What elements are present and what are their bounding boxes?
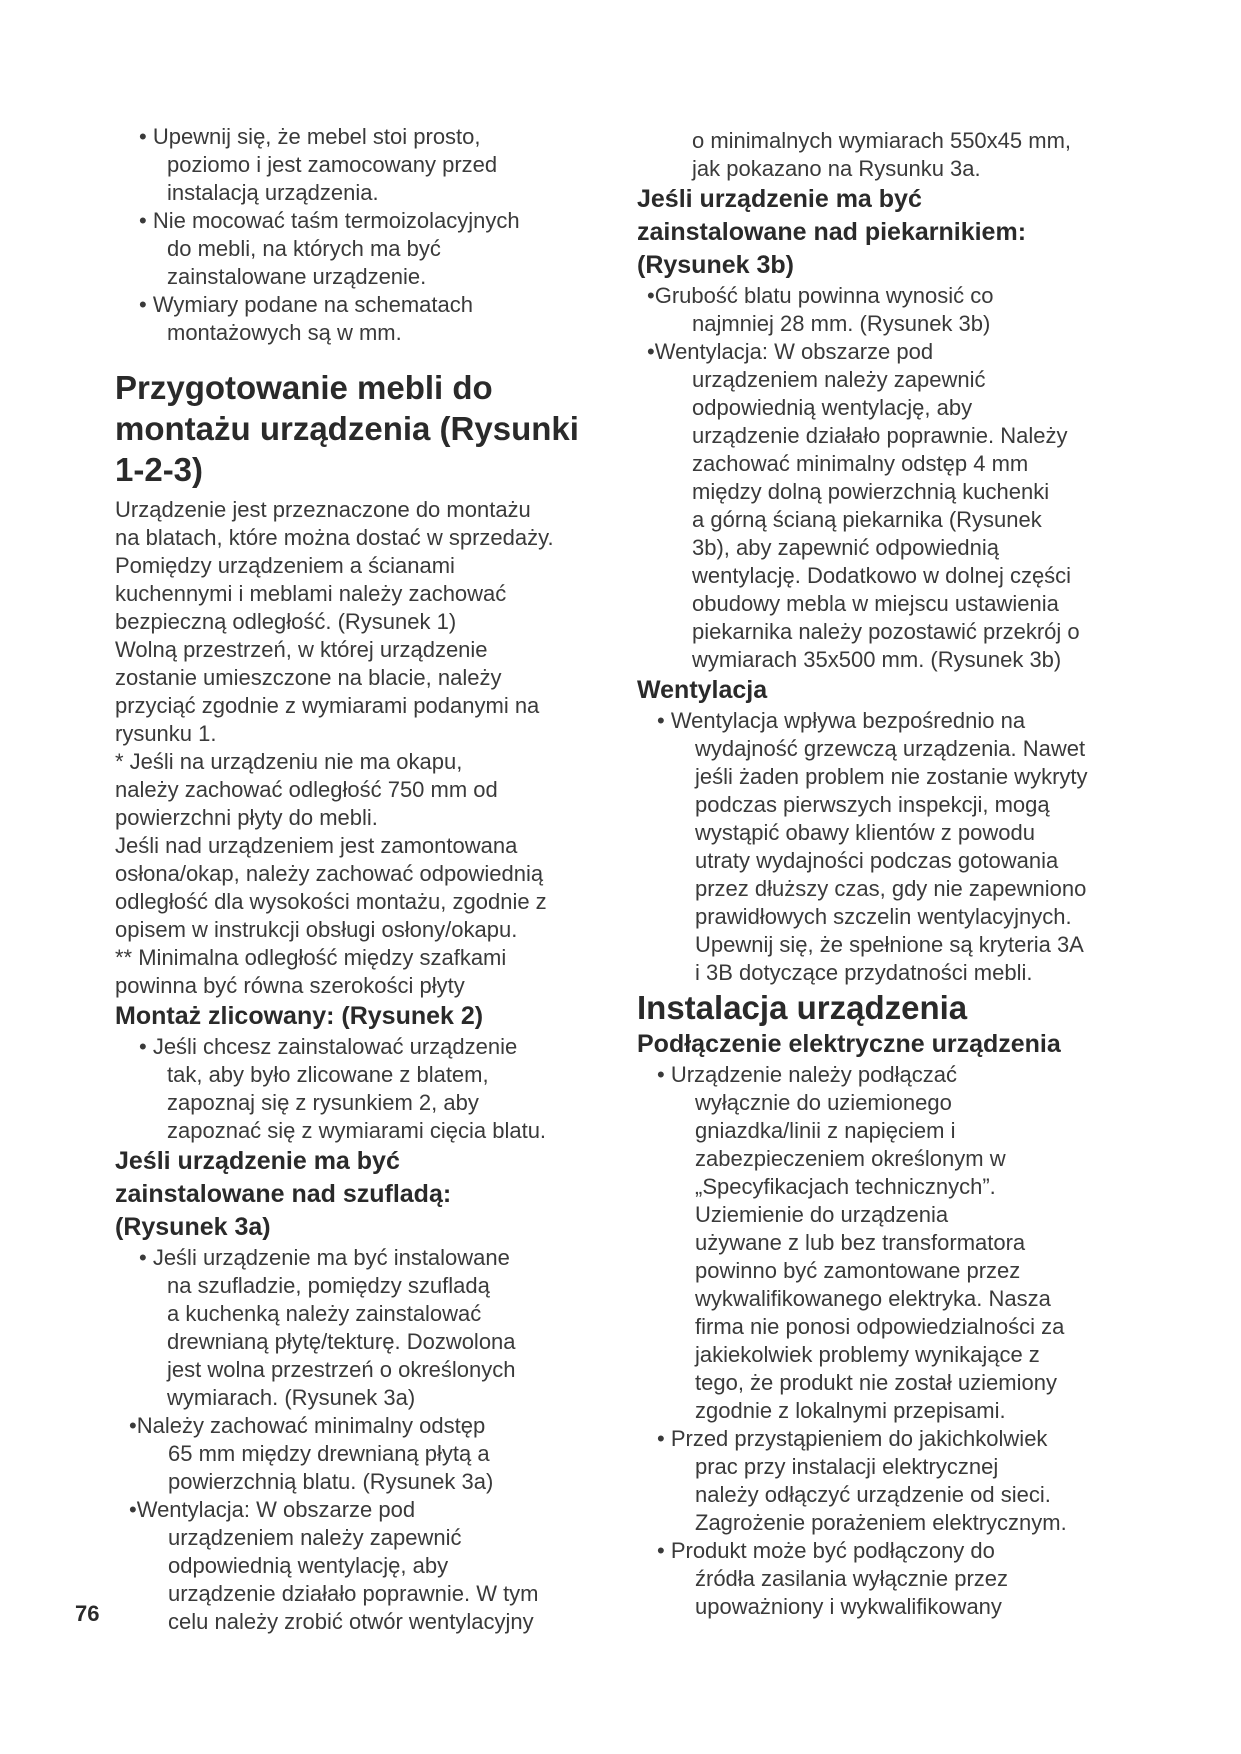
bullet-line: jeśli żaden problem nie zostanie wykryty [695,764,1088,789]
page-number: 76 [75,1601,100,1626]
bullet-line: należy odłączyć urządzenie od sieci. [695,1482,1051,1507]
paragraph-line: jak pokazano na Rysunku 3a. [692,156,981,181]
bullet-line: urządzeniem należy zapewnić [168,1525,462,1550]
bullet-line: • Jeśli chcesz zainstalować urządzenie [139,1034,518,1059]
right-column [637,127,1142,1621]
bullet-item [115,291,615,347]
bullet-item [637,1425,1142,1537]
bullet-line: i 3B dotyczące przydatności mebli. [695,960,1033,985]
electrical-bullet-list [637,1061,1142,1621]
continuation-text [637,127,1142,183]
bullet-line: • Nie mocować taśm termoizolacyjnych [139,208,520,233]
bullet-line: •Grubość blatu powinna wynosić co [647,283,994,308]
section-title-line: 1-2-3) [115,451,204,488]
bullet-line: urządzeniem należy zapewnić [692,367,986,392]
bullet-line: wydajność grzewczą urządzenia. Nawet [695,736,1086,761]
paragraph-line: na blatach, które można dostać w sprzedaży. [115,525,554,550]
drawer-install-bullet-list [115,1244,615,1636]
heading-line: Jeśli urządzenie ma być [637,185,922,213]
bullet-line: prac przy instalacji elektrycznej [695,1454,999,1479]
section-title-line: Przygotowanie mebli do [115,369,493,406]
bullet-line: zachować minimalny odstęp 4 mm [692,451,1029,476]
bullet-line: prawidłowych szczelin wentylacyjnych. [695,904,1072,929]
bullet-item [637,707,1142,987]
heading-line: (Rysunek 3b) [637,251,794,279]
paragraph-line: odległość dla wysokości montażu, zgodnie z [115,889,547,914]
bullet-line: obudowy mebla w miejscu ustawienia [692,591,1059,616]
bullet-line: odpowiednią wentylację, aby [168,1553,449,1578]
bullet-item [637,338,1142,674]
paragraph-line: Urządzenie jest przeznaczone do montażu [115,497,531,522]
bullet-line: wykwalifikowanego elektryka. Nasza [695,1286,1051,1311]
paragraph-line: zostanie umieszczone na blacie, należy [115,665,502,690]
ventilation-heading: Wentylacja [637,676,768,704]
heading-line: zainstalowane nad szufladą: [115,1180,452,1208]
left-column [115,123,615,1636]
bullet-line: wymiarach 35x500 mm. (Rysunek 3b) [692,647,1062,672]
bullet-line: zainstalowane urządzenie. [167,264,427,289]
bullet-line: • Urządzenie należy podłączać [657,1062,957,1087]
flush-mount-bullet-list [115,1033,615,1145]
bullet-line: •Wentylacja: W obszarze pod [647,339,934,364]
bullet-line: Zagrożenie porażeniem elektrycznym. [695,1510,1067,1535]
bullet-item [115,1496,615,1636]
paragraph-line: przyciąć zgodnie z wymiarami podanymi na [115,693,540,718]
bullet-item [115,123,615,207]
bullet-item [115,1033,615,1145]
bullet-line: jakiekolwiek problemy wynikające z [695,1342,1040,1367]
bullet-line: piekarnika należy pozostawić przekrój o [692,619,1080,644]
heading-line: Jeśli urządzenie ma być [115,1147,400,1175]
bullet-line: instalacją urządzenia. [167,180,379,205]
bullet-line: podczas pierwszych inspekcji, mogą [695,792,1050,817]
bullet-line: odpowiednią wentylację, aby [692,395,973,420]
section-title-line: montażu urządzenia (Rysunki [115,410,579,447]
bullet-line: najmniej 28 mm. (Rysunek 3b) [692,311,991,336]
bullet-line: źródła zasilania wyłącznie przez [695,1566,1009,1591]
bullet-item [637,282,1142,338]
bullet-line: zgodnie z lokalnymi przepisami. [695,1398,1006,1423]
paragraph-line: * Jeśli na urządzeniu nie ma okapu, [115,749,463,774]
flush-mount-heading: Montaż zlicowany: (Rysunek 2) [115,1002,484,1030]
section-title-furniture-prep [115,367,615,490]
paragraph-line: Wolną przestrzeń, w której urządzenie [115,637,488,662]
paragraph-line: Pomiędzy urządzeniem a ścianami [115,553,455,578]
bullet-line: powinno być zamontowane przez [695,1258,1021,1283]
bullet-line: urządzenie działało poprawnie. Należy [692,423,1068,448]
bullet-line: przez dłuższy czas, gdy nie zapewniono [695,876,1087,901]
bullet-item [115,207,615,291]
bullet-line: • Przed przystąpieniem do jakichkolwiek [657,1426,1048,1451]
paragraph-line: o minimalnych wymiarach 550x45 mm, [692,128,1072,153]
bullet-line: urządzenie działało poprawnie. W tym [168,1581,539,1606]
bullet-line: wystąpić obawy klientów z powodu [695,820,1035,845]
bullet-line: firma nie ponosi odpowiedzialności za [695,1314,1065,1339]
oven-install-bullet-list [637,282,1142,674]
ventilation-bullet-list [637,707,1142,987]
bullet-item [637,1537,1142,1621]
furniture-prep-paragraph [115,496,615,1000]
bullet-line: upoważniony i wykwalifikowany [695,1594,1002,1619]
paragraph-line: powinna być równa szerokości płyty [115,973,465,998]
install-section-title: Instalacja urządzenia [637,989,968,1026]
bullet-line: wyłącznie do uziemionego [695,1090,952,1115]
bullet-line: zabezpieczeniem określonym w [695,1146,1006,1171]
bullet-item [115,1244,615,1412]
bullet-line: a górną ścianą piekarnika (Rysunek [692,507,1042,532]
bullet-line: •Wentylacja: W obszarze pod [129,1497,416,1522]
bullet-line: do mebli, na których ma być [167,236,441,261]
bullet-line: 3b), aby zapewnić odpowiednią [692,535,999,560]
bullet-line: między dolną powierzchnią kuchenki [692,479,1050,504]
paragraph-line: bezpieczną odległość. (Rysunek 1) [115,609,457,634]
electrical-connection-heading: Podłączenie elektryczne urządzenia [637,1030,1061,1058]
bullet-item [637,1061,1142,1425]
paragraph-line: należy zachować odległość 750 mm od [115,777,498,802]
paragraph-line: ** Minimalna odległość między szafkami [115,945,507,970]
paragraph-line: osłona/okap, należy zachować odpowiednią [115,861,544,886]
bullet-line: „Specyfikacjach technicznych”. [695,1174,996,1199]
bullet-item [115,1412,615,1496]
bullet-line: Uziemienie do urządzenia [695,1202,949,1227]
bullet-line: zapoznaj się z rysunkiem 2, aby [167,1090,479,1115]
paragraph-line: rysunku 1. [115,721,217,746]
bullet-line: używane z lub bez transformatora [695,1230,1026,1255]
heading-line: (Rysunek 3a) [115,1213,271,1241]
bullet-line: wentylację. Dodatkowo w dolnej części [692,563,1072,588]
bullet-line: zapoznać się z wymiarami cięcia blatu. [167,1118,547,1143]
bullet-line: gniazdka/linii z napięciem i [695,1118,956,1143]
bullet-line: 65 mm między drewnianą płytą a [168,1441,490,1466]
bullet-line: montażowych są w mm. [167,320,402,345]
paragraph-line: powierzchni płyty do mebli. [115,805,378,830]
bullet-line: jest wolna przestrzeń o określonych [167,1357,516,1382]
bullet-line: •Należy zachować minimalny odstęp [129,1413,486,1438]
bullet-line: celu należy zrobić otwór wentylacyjny [168,1609,534,1634]
intro-bullet-list [115,123,615,347]
bullet-line: Upewnij się, że spełnione są kryteria 3A [695,932,1084,957]
bullet-line: poziomo i jest zamocowany przed [167,152,498,177]
drawer-install-heading [115,1145,615,1244]
bullet-line: na szufladzie, pomiędzy szufladą [167,1273,490,1298]
bullet-line: drewnianą płytę/tekturę. Dozwolona [167,1329,516,1354]
oven-install-heading [637,183,1142,282]
bullet-line: • Wymiary podane na schematach [139,292,473,317]
bullet-line: • Upewnij się, że mebel stoi prosto, [139,124,481,149]
bullet-line: powierzchnią blatu. (Rysunek 3a) [168,1469,494,1494]
bullet-line: • Produkt może być podłączony do [657,1538,995,1563]
bullet-line: utraty wydajności podczas gotowania [695,848,1059,873]
paragraph-line: kuchennymi i meblami należy zachować [115,581,507,606]
bullet-line: • Jeśli urządzenie ma być instalowane [139,1245,510,1270]
bullet-line: wymiarach. (Rysunek 3a) [167,1385,416,1410]
heading-line: zainstalowane nad piekarnikiem: [637,218,1027,246]
paragraph-line: opisem w instrukcji obsługi osłony/okapu. [115,917,518,942]
bullet-line: tak, aby było zlicowane z blatem, [167,1062,489,1087]
bullet-line: a kuchenką należy zainstalować [167,1301,482,1326]
bullet-line: • Wentylacja wpływa bezpośrednio na [657,708,1026,733]
paragraph-line: Jeśli nad urządzeniem jest zamontowana [115,833,518,858]
bullet-line: tego, że produkt nie został uziemiony [695,1370,1057,1395]
